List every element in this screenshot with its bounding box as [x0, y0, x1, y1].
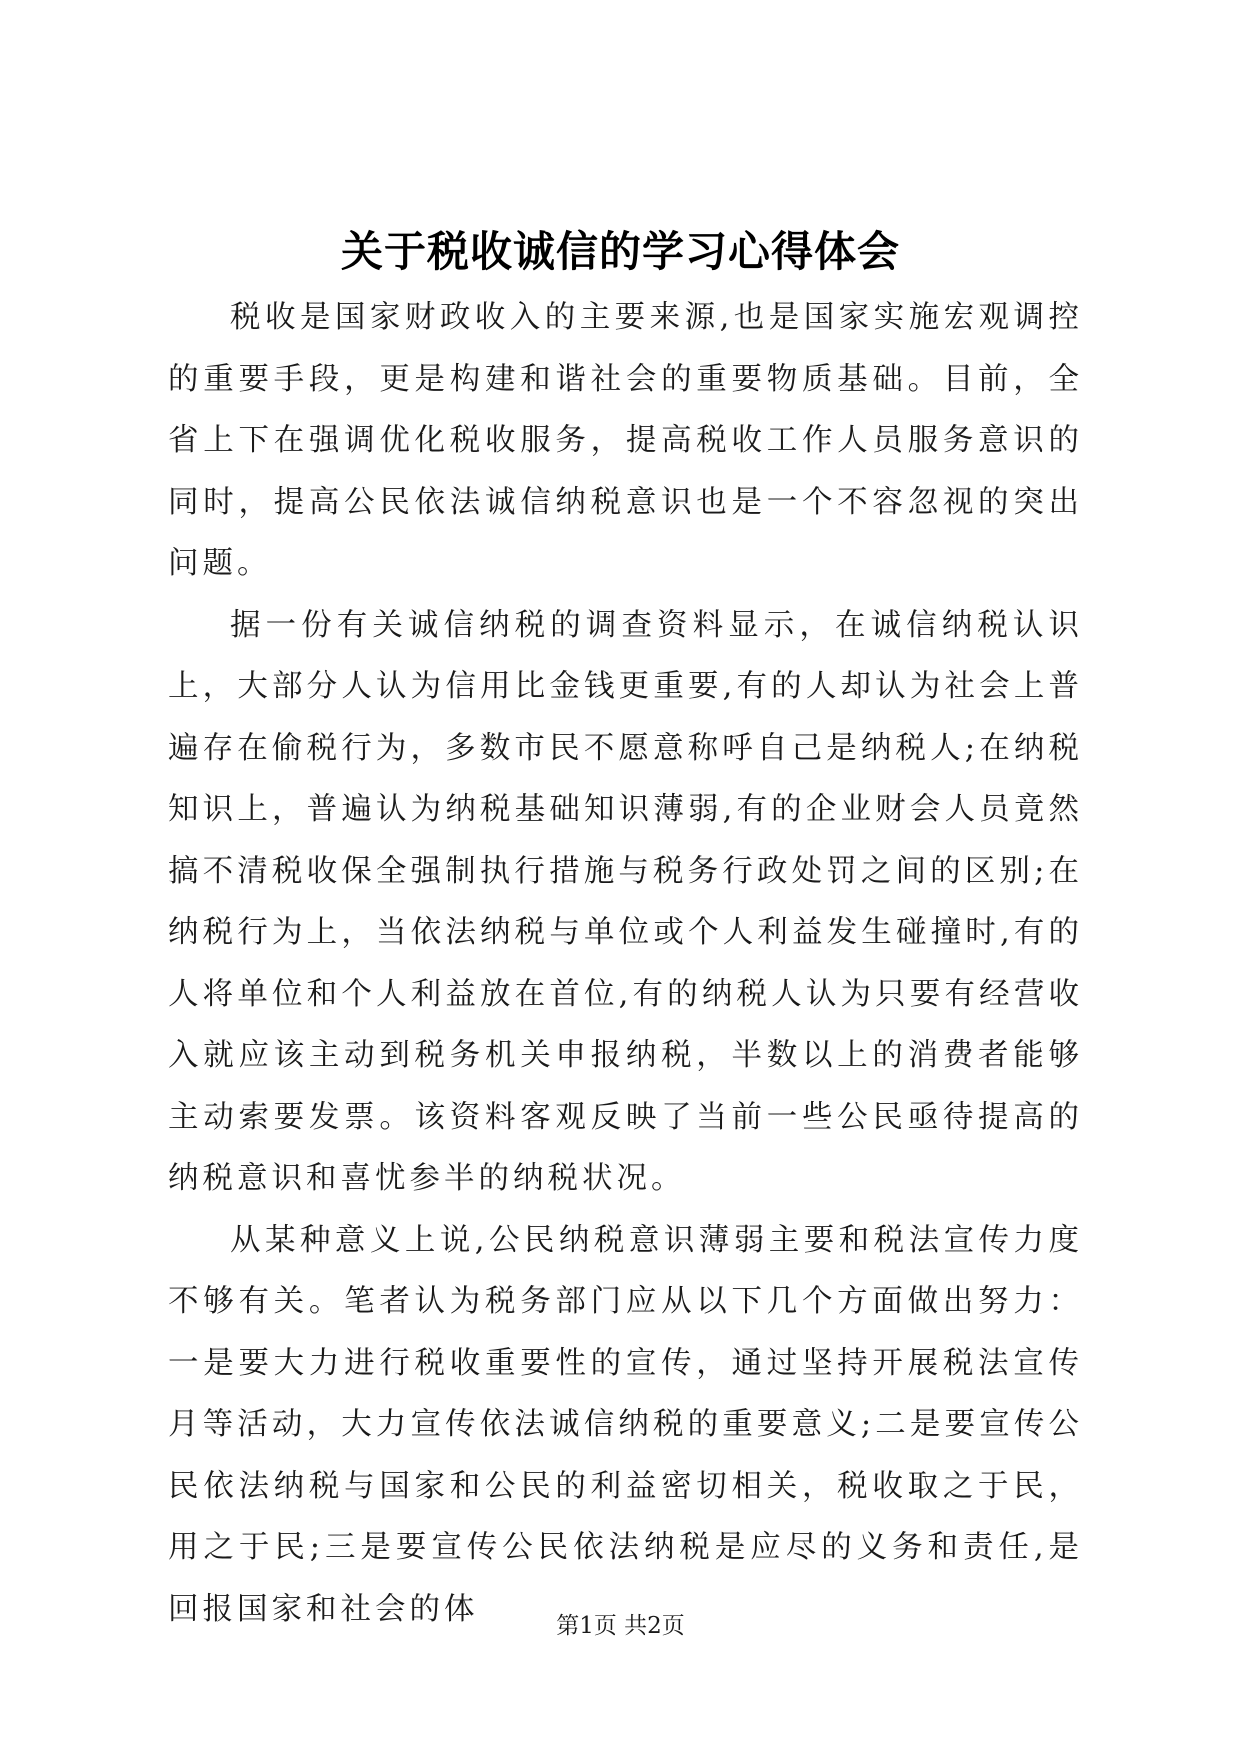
- paragraph-2: 据一份有关诚信纳税的调查资料显示，在诚信纳税认识上，大部分人认为信用比金钱更重要,有的人却认为社会上普遍存在偷税行为，多数市民不愿意称呼自己是纳税人;在纳税知识上，普遍认为纳税基础知识薄弱,有的企业财会人员竟然搞不清税收保全强制执行措施与税务行政处罚之间的区别;在纳税行为上，当依法纳税与单位或个人利益发生碰撞时,有的人将单位和个人利益放在首位,有的纳税人认为只要有经营收入就应该主动到税务机关申报纳税，半数以上的消费者能够主动索要发票。该资料客观反映了当前一些公民亟待提高的纳税意识和喜忧参半的纳税状况。: [168, 607, 1083, 1196]
- paragraph-1: 税收是国家财政收入的主要来源,也是国家实施宏观调控的重要手段，更是构建和谐社会的重要物质基础。目前，全省上下在强调优化税收服务，提高税收工作人员服务意识的同时，提高公民依法诚信纳税意识也是一个不容忽视的突出问题。: [168, 300, 1083, 581]
- document-title: 关于税收诚信的学习心得体会: [340, 227, 900, 276]
- page-number: 第1页 共2页: [556, 1613, 685, 1639]
- document-body: [168, 287, 1083, 1640]
- paragraph-3: 从某种意义上说,公民纳税意识薄弱主要和税法宣传力度不够有关。笔者认为税务部门应从以下几个方面做出努力：一是要大力进行税收重要性的宣传，通过坚持开展税法宣传月等活动，大力宣传依法诚信纳税的重要意义;二是要宣传公民依法纳税与国家和公民的利益密切相关，税收取之于民，用之于民;三是要宣传公民依法纳税是应尽的义务和责任,是回报国家和社会的体: [168, 1222, 1083, 1627]
